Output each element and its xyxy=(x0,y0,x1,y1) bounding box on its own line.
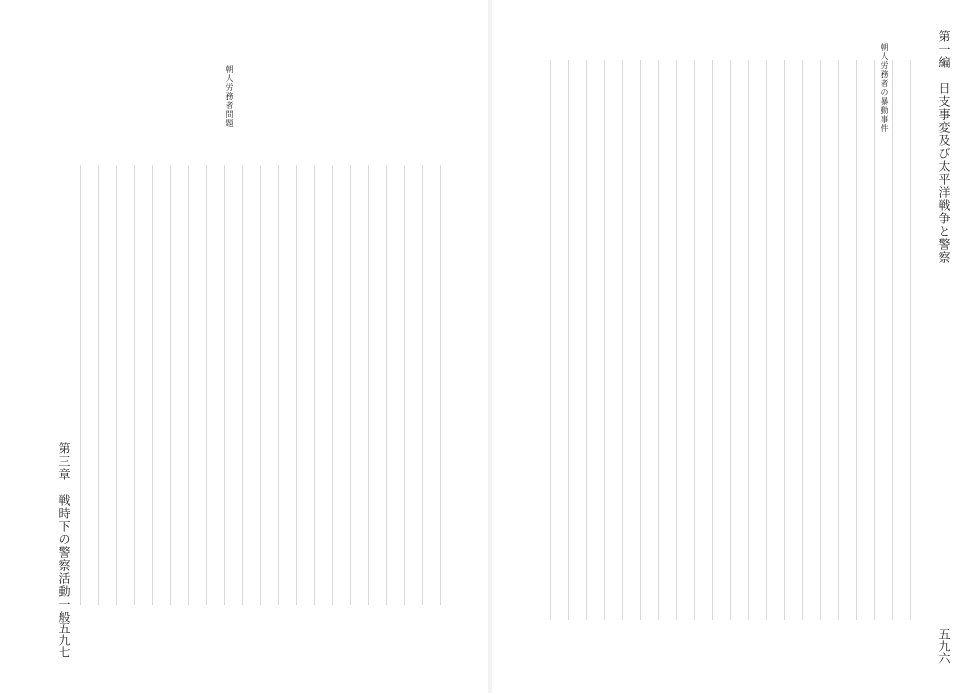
text-column xyxy=(676,60,677,620)
text-column xyxy=(116,165,117,605)
left-page-number: 五九七 xyxy=(57,622,71,658)
text-column xyxy=(622,60,623,620)
text-column xyxy=(188,165,189,605)
text-column xyxy=(586,60,587,620)
text-column xyxy=(350,165,351,605)
text-column xyxy=(730,60,731,620)
text-column xyxy=(640,60,641,620)
left-chapter-footer: 第三章 戦時下の警察活動一般 xyxy=(57,442,71,624)
text-column xyxy=(440,165,441,605)
right-page-number: 五九六 xyxy=(937,628,951,664)
right-running-header: 第一編 日支事変及び太平洋戦争と警察 xyxy=(937,30,951,264)
right-page xyxy=(490,0,980,693)
text-column xyxy=(404,165,405,605)
text-column xyxy=(224,165,225,605)
right-side-note: 朝人労務者の暴動事件 xyxy=(880,43,889,133)
text-column xyxy=(170,165,171,605)
text-column xyxy=(874,60,875,620)
text-column xyxy=(604,60,605,620)
text-column xyxy=(910,60,911,620)
text-column xyxy=(314,165,315,605)
left-side-note: 朝人労務者問題 xyxy=(225,65,234,128)
text-column xyxy=(802,60,803,620)
text-column xyxy=(568,60,569,620)
text-column xyxy=(152,165,153,605)
text-column xyxy=(296,165,297,605)
text-column xyxy=(838,60,839,620)
text-column xyxy=(134,165,135,605)
text-column xyxy=(856,60,857,620)
text-column xyxy=(260,165,261,605)
text-column xyxy=(694,60,695,620)
text-column xyxy=(368,165,369,605)
text-column xyxy=(278,165,279,605)
text-column xyxy=(820,60,821,620)
text-column xyxy=(386,165,387,605)
text-column xyxy=(332,165,333,605)
text-column xyxy=(422,165,423,605)
text-column xyxy=(784,60,785,620)
text-column xyxy=(80,165,81,605)
text-column xyxy=(242,165,243,605)
text-column xyxy=(766,60,767,620)
text-column xyxy=(748,60,749,620)
text-column xyxy=(658,60,659,620)
text-column xyxy=(98,165,99,605)
text-column xyxy=(550,60,551,620)
text-column xyxy=(712,60,713,620)
text-column xyxy=(892,60,893,620)
text-column xyxy=(206,165,207,605)
